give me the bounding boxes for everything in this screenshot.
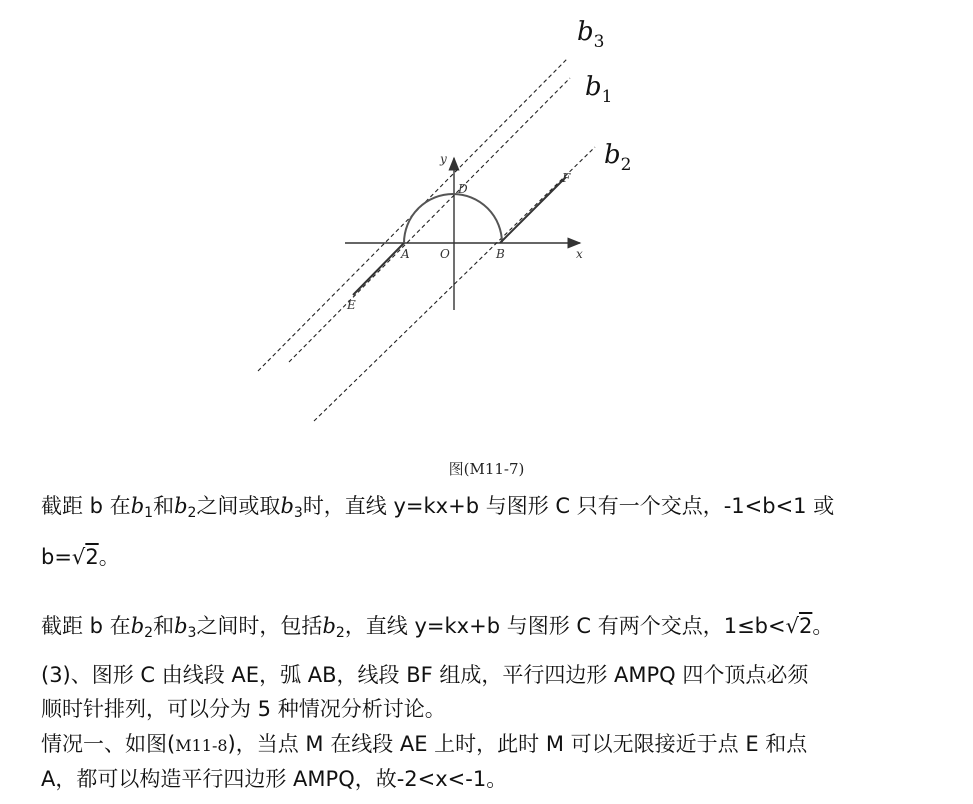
point-label-o: O	[440, 247, 450, 261]
label-b2: $b_2$	[604, 140, 632, 175]
point-label-f: F	[562, 171, 571, 185]
paragraph-4-line-2: A，都可以构造平行四边形 AMPQ，故-2<x<-1。	[41, 767, 508, 791]
point-label-b: B	[496, 247, 505, 261]
paragraph-1-continued: b=√2。	[41, 545, 120, 569]
segment-bf	[500, 177, 566, 243]
paragraph-2: 截距 b 在$b_2$和$b_3$之间时，包括$b_2$，直线 y=kx+b 与图形 C 有两个交点，1≤b<√2。	[41, 614, 834, 641]
segment-ae	[353, 243, 404, 295]
arc-ab	[404, 194, 502, 243]
figure-caption: 图(M11-7)	[448, 460, 525, 478]
label-b1: $b_1$	[585, 72, 613, 107]
axis-label-y: y	[440, 152, 447, 166]
paragraph-3-line-2: 顺时针排列，可以分为 5 种情况分析讨论。	[41, 697, 446, 721]
point-label-a: A	[401, 247, 410, 261]
point-label-e: E	[347, 298, 356, 312]
axis-label-x: x	[576, 247, 583, 261]
point-label-d: D	[458, 182, 468, 196]
label-b3: $b_3$	[577, 17, 605, 52]
paragraph-4-line-1: 情况一、如图(M11-8)，当点 M 在线段 AE 上时，此时 M 可以无限接近于点 E 和点	[41, 732, 808, 756]
paragraph-3-line-1: (3)、图形 C 由线段 AE，弧 AB，线段 BF 组成，平行四边形 AMPQ 四个顶点必须	[41, 663, 809, 687]
line-b1	[289, 78, 570, 362]
paragraph-1: 截距 b 在$b_1$和$b_2$之间或取$b_3$时，直线 y=kx+b 与图形 C 只有一个交点，-1<b<1 或	[41, 494, 835, 521]
